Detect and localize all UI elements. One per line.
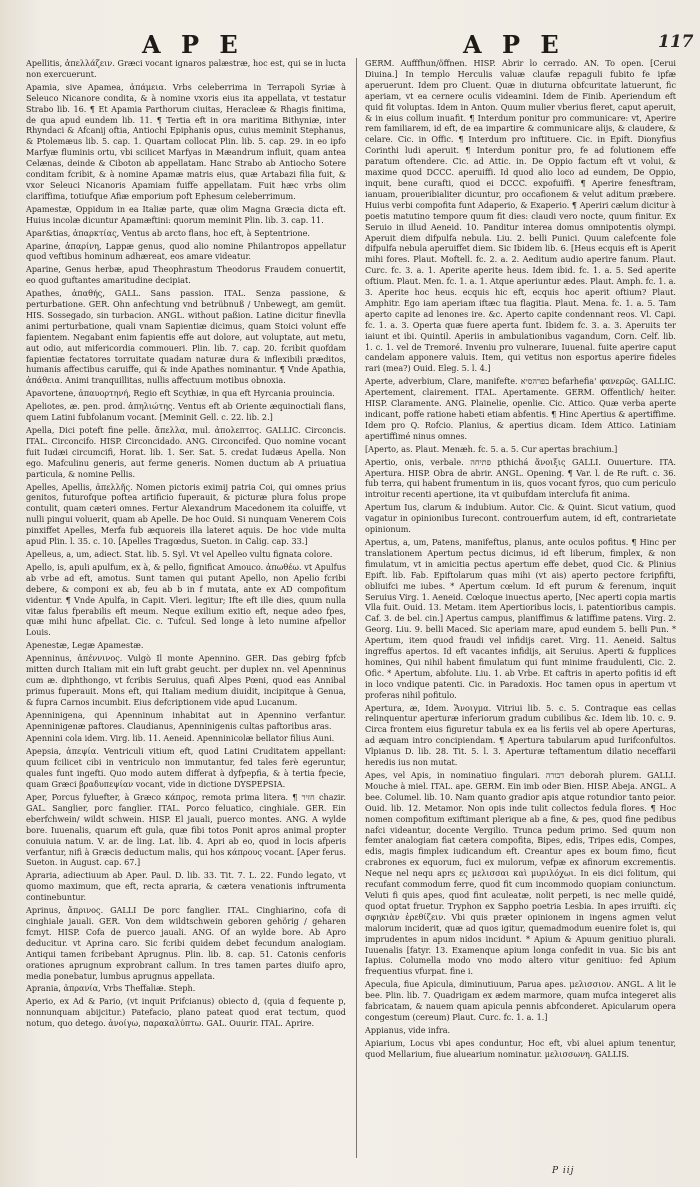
dictionary-entry: Apiarium, Locus vbi apes conduntur, Hoc eft, vbi aluei apium tenentur, quod Mellarium, fiue aluearium nominatur. μελισσωνη. GALLIS. bbox=[365, 1037, 676, 1059]
page-footer bbox=[0, 1166, 700, 1182]
running-head-left: A P E bbox=[142, 30, 244, 59]
dictionary-entry: Aprinus, ἄπρινος. GALLI De porc fanglier. ITAL. Cinghiarino, cofa di cinghiale jauali. GER. Von dem wildtschwein geboren gehörig / geharen fcmyt. HISP. Cofa de puerco jauali. ANG. Of an wylde bore. Ab Apro deducitur. vt Aprina caro. Sic fcribi quidem debet fecundum analogiam. Antiqui tamen fcribebant Aprugnus. Plin. lib. 8. cap. 51. Catonis cenforis orationes aprugnum exprobrant callum. In tres tamen partes diuifo apro, media ponebatur, lumbus aprugnus appellata. bbox=[26, 905, 346, 981]
dictionary-entry: GERM. Aufffhun/öffnen. HISP. Abrir lo cerrado. AN. To open. [Cerui Diuina.] In templo Herculis valuæ claufæ repaguli fubito fe ipfæ aperuerunt. Idem pro Cluent. Quæ in diuturna obfcuritate latuerunt, fic aperiam, vt ea cernere oculis videamini. Idem de Finib. Aperiendum eft quid fit voluptas. Idem in Anton. Quum mulier vberius fleret, caput aperuit, & in eius collum inuafit. ¶ Interdum ponitur pro communicare: vt, Aperire rem familiarem, id eft, de ea impartire & communicare alijs, & claudere, & celare. Cic. in Offic. ¶ Interdum pro inftituere. Cic. in Epift. Dionyfius Corinthi ludi aperuit. ¶ Interdum ponitur pro, fe ad folutionem effe paratum oftendere. Cic. ad Attic. in. De Oppio factum eft vt volui, & maxime quod DCCC. aperuiffi. Id quod alio loco ad eundem, De Oppio, inquit, bene curafti, quod ei DCCC. expofuiffi. ¶ Aperire fenesftram, ianuam, proueribialiter dicuntur, pro occafionem & velut aditum præbere. Huius verbi compofita funt Adaperio, & Exaperio. ¶ Aperiri cælum dicitur à poetis matutino tempore quum fit dies: claudi vero nocte, quum finitur. Ex Seruio in illud Aeneid. 10. Panditur interea domus omnipotentis olympi. Aperuit diem difpulfa nebula. Liu. 2. belli Punici. Quum calefcente fole difpulfa nebula aperuiffet diem. Sic Ibidem lib. 6. [Heus ecquis eft is Aperit mihi fores. Plaut. Moftell. fc. 2. a. 2. Aeditum audio aperire fanum. Plaut. Curc. fc. 3. a. 1. Aperite aperite heus. Idem ibid. fc. 1. a. 5. Sed aperite oftium. Plaut. Men. fc. 1. a. 1. Atque aperiuntur ædes. Plaut. Amph. fc. 1. a. 3. Aperite hoc heus. ecquis hic eft, ecquis hoc aperit oftium? Plaut. Amphitr. Ego iam aperiam iftæc tua flagitia. Plaut. Mena. fc. 1. a. 5. Tam aperto capite ad lenones ire. &c. Aperto capite condennant reos. Vl. Capi. fc. 1. a. 3. Operta quæ fuere aperta funt. Ibidem fc. 3. a. 3. Aperuits ter iaiunt et ibi. Quintil. Aperiis in ambulationibus vagandum, Corn. Celf. lib. 1. c. 1. vel de Tremoré. Inveniu pro vulnerare, Iuuenal. fuite aperire caput candelam apponere valuis. Item, qui vetitus non esportus aperire fideles rari (mea?) Ouid. Eleg. 5. l. 4.] bbox=[365, 58, 676, 374]
dictionary-entry: Apraria, adiectiuum ab Aper. Paul. D. lib. 33. Tit. 7. L. 22. Fundo legato, vt quomo maximum, que eft, recta apraria, & cætera venationis inftrumenta continebuntur. bbox=[26, 870, 346, 903]
dictionary-entry: Apenestæ, Legæ Apamestæ. bbox=[26, 640, 144, 651]
dictionary-entry: Apellitis, ἀπελλάζειν. Græci vocant ignaros palæstræ, hoc est, qui se in lucta non exercuerunt. bbox=[26, 58, 346, 79]
dictionary-entry: Apertus, a, um, Patens, manifeftus, planus, ante oculos pofitus. ¶ Hinc per translationem Apertum pectus dicimus, id eft liberum, fimplex, & non fimulatum, vt in amicitia pectus apertum effe debet, quod Cic. & Plinius Epift. lib. Fab. Epiftolarum quas mihi (vt ais) aperto pectore fcripfifti, obliuifci me iubes. * Apertum cœlum. Id eft purum & ferenum, inquit Seruius Virg. 1. Aeneid. Cœloque inuectus aperto, [Nec aperti copia martis Vlla fuit. Ouid. 13. Metam. item Apertioribus locis, i. patentioribus campis. Caf. 3. de bel. cin.] Apertus campus, planiffimus & latiffime patens. Virg. 2. Georg. Liu. 9. belli Maced. Sic aperiam mare, apud eundem 5. belli Pun. * Apertum, item quod fraudi vel infidijs caret. Virg. 11. Aeneid. Saltus ingreffus apertos. Id eft vacantes infidijs, ait Seruius. Aperti & fupplices homines, Qui nihil habent fimulatum qui funt minime fraudulenti, Cic. 2. Ofic. * Apertum, abfolute. Liu. 1. ab Vrbe. Et caftris in aperto pofitis id eft in loco vndique patenti. Cic. in Paradoxis. Hoc tamen opus in apertum vt proferas nihil pofitulo. bbox=[365, 536, 676, 700]
dictionary-entry: [Aperto, as. Plaut. Menæh. fc. 5. a. 5. Cur apertas brachium.] bbox=[365, 443, 618, 454]
right-column bbox=[356, 58, 676, 1158]
page-number: 117 bbox=[658, 32, 694, 52]
dictionary-entry: Aperte, adverbium, Clare, manifefte. בפרהסיא befarhefia' φανερῶς. GALLIC. Apertement, clairement. ITAL. Apertamente. GERM. Offentlich/ heiter. HISP. Claramente. ANG. Plainelie, openlie. Cic. Attico. Quæ verba aperte indicant, poffe ratione habeti etiam abfentis. ¶ Hinc Apertius & apertiffime. Idem pro Q. Rofcio. Planius, & apertius dicam. Idem Attico. Latiniam apertiffimé ninus omnes. bbox=[365, 376, 676, 441]
dictionary-entry: Apamestæ, Oppidum in ea Italiæ parte, quæ olim Magna Græcia dicta eft. Huius incolæ dicuntur Apamæftini: quorum meminit Plin. lib. 3. cap. 11. bbox=[26, 203, 346, 225]
text-columns bbox=[26, 58, 676, 1168]
dictionary-entry: Apecula, fiue Apicula, diminutiuum, Parua apes. μελισσιον. ANGL. A lit le bee. Plin. lib. 7. Quadrigam ex ædem marmore, quam mufca integeret alis fabricatam, & nauem quam apicula pennis abfconderet. Apicularum opera congestum (cereum) Plaut. Curc. fc. 1. a. 1.] bbox=[365, 979, 676, 1022]
dictionary-entry: Apertura, æ, Idem. Ἄνοιγμα. Vitriui lib. 5. c. 5. Contraque eas cellas relinquentur aperturæ inferiorum gradum cubilibus &c. Idem lib. 10. c. 9. Circa frontem eius figuretur tabula ex ea lis feriis vel ab opere Aperturas, ad æquam intro concipiendam. ¶ Apertura tabularum apud Iurifconfultos. Vlpianus D. lib. 28. Tit. 5. l. 3. Aperturæ teftamentum dilatio neceffarii heredis ius non mutat. bbox=[365, 702, 676, 768]
dictionary-entry: Aparine, Genus herbæ, apud Theophrastum Theodorus Fraudem conuertit, eo quod guftantes amaritudine decipiat. bbox=[26, 264, 346, 286]
dictionary-entry: Apelleus, a, um, adiect. Stat. lib. 5. Syl. Vt vel Apelleo vultu fignata colore. bbox=[26, 548, 333, 559]
dictionary-entry: Apavortene, ἀπαυορτηνή, Regio eft Scythiæ, in qua eft Hyrcania prouincia. bbox=[26, 388, 335, 399]
dictionary-entry: Aperio, ex Ad & Pario, (vt inquit Prifcianus) obiecto d, (quia d fequente p, nonnunquam abijcitur.) Patefacio, plano pateat quod erat tectum, quod notum, quo detego. ἀνοίγω, παρακαλύπτω. GAL. Ouurir. ITAL. Aprire. bbox=[26, 996, 346, 1029]
dictionary-entry: Apenninigena, qui Apenninum inhabitat aut in Apennino verfantur. Apenninigenæ paftores. Claudianus, Apenninigenis cultas paftoribus aras. bbox=[26, 709, 346, 731]
dictionary-entry: Aper, Porcus fyluefter, à Græco κάπρος, remota prima litera. ¶ חזיר chazir. GAL. Sanglier, porc fanglier. ITAL. Porco feluatico, cinghiale. GER. Ein eberfchwein/ wildt schwein. HISP. El jauali, puerco montes. ANG. A wylde bore. Iuuenalis, quarum eft gula, quæ fibi totos Ponit apros animal propter conuiuia natum. V. ar. de ling. Lat. lib. 4. Apri ab eo, quod in locis afperis verfantur, nifi à Græcis deductum malis, qui hos κάπρους vocant. [Aper ferus. Sueton. in August. cap. 67.] bbox=[26, 792, 346, 868]
left-column bbox=[26, 58, 346, 1158]
dictionary-entry: Apamia, sive Apamea, ἀπάμεια. Vrbs celeberrima in Terrapoli Syriæ à Seleuco Nicanore condita, & à nomine vxoris eius ita appellata, vt testatur Strabo lib. 16. ¶ Et Apamia Parthorum ciuitas, Heracleæ & Rhagis finitima, de qua apud eundem lib. 11. ¶ Tertia eft in ora maritima Bithyniæ, inter Rhyndaci & Afcanij oftia, Antiochi Epiphanis opus, cuius meminit Stephanus, & Ptolemæus lib. 5. cap. 1. Quartam collocat Plin. lib. 5. cap. 29. in eo ipfo Marfyæ fluminis ortu, vbi scilicet Marfyas in Mæandrum influit, quam antea Celænas, deinde & Ciboton ab appellatam. Hanc Strabo ab Antiocho Sotere conditam fcribit, & à nomine Apamæ matris eius, quæ Artabazi filia fuit, & vxor Seleuci Nicanoris Apamiam fuiffe appellatam. Fuit hæc vrbs olim clariffima, totiufque Afiæ emporium poft Ephesum celeberrimum. bbox=[26, 81, 346, 201]
dictionary-entry: Apar&tias, ἀπαρκτίας, Ventus ab arcto flans, hoc eft, à Septentrione. bbox=[26, 227, 310, 238]
dictionary-entry: Apenninus, ἀπέννινος. Vulgò Il monte Apennino. GER. Das gebirg fpfcb mitten durch Italiam mit ein luft grabt geucht. per duplex nn. vel Apenninus cum æ. diphthongo, vt fcribis Seruius, quafi Alpes Pœni, quod eas Annibal primus fuperauit. Mons eft, qui Italiam medium diuidit, incipitque à Genua, & fupra Carnos incumbit. Eius defcriptionem vide apud Lucanum. bbox=[26, 653, 346, 707]
dictionary-entry: Apennini cola idem. Virg. lib. 11. Aeneid. Apenninicolæ bellator filius Auni. bbox=[26, 733, 335, 744]
dictionary-entry: Apertum Ius, clarum & indubium. Autor. Cic. & Quint. Sicut vatium, quod vagatur in opinionibus Iurecont. controuerfum autem, id eft, contrarietate opinionum. bbox=[365, 502, 676, 535]
dictionary-entry: Apes, vel Apis, in nominatiuo fingulari. דבורה deborah plurem. GALLI. Mouche à miel. ITAL. ape. GERM. Ein imb oder Bien. HISP. Abeja. ANGL. A bee. Columel. lib. 10. Nam quanto gradior apis atque rotundior tanto peior. Ouid. lib. 12. Metamor. Non opis inde tulit collectos fedula flores. ¶ Hoc nomen compofitum exiftimant plerique ab a fine, & pes, quod fine pedibus nafci videantur, docente Vergilio. Trunca pedum primo. Sed quum non femter analogiam fiat cætera compofita, Bipes, edis, Tripes edis, Compes, edis, magis fimplex iudicandum eft. Creantur apes ex boum fimo, ficut crabrones ex equorum, fuci ex mulorum, vefpæ ex afinorum excrementis. Neque nel nequ aprs ες μελισσαι καὶ μυριλόχωι. In eis dici folitum, qui recufant commodum ferre, quod fit cum incommodo quopiam coniunctum. Veluti fi quis apes, quod fint aculeatæ, nolit perpeti, is nec melle quidé, quod optat fruetur. Tryphon ex Sappho poetria Lesbia. In apes irruifti. εἰς σφηκιὰν ἐρεθίζειν. Vbi quis præter opinionem in ingens agmen velut malorum inciderit, quæ ad quos igitur, quemadmodum euenire folet is, qui imprudentes in apum nidos incidunt. * Apium & Apuum genitiuo plurali. Iuuenalis [fatyr. 13. Examenque apium longa confedit in vua. Sic bis ant Iapius. Columella modo vno modo altero vitur genitiuo: fed Apium frequentius vfurpat. fine i. bbox=[365, 770, 676, 977]
dictionary-entry: Apertio, onis, verbale. פתיחה pthichá ἄνοιξις GALLI. Ouuerture. ITA. Apertura. HISP. Obra de abrir. ANGL. Opening. ¶ Var. l. de Re ruft. c. 36. fub terra, qui habent frumentum in iis, quos vocant fyros, quo cum periculo introitur recenti apertione, ita vt quibufdam interclufa fit anima. bbox=[365, 456, 676, 500]
dictionary-entry: Apathes, ἀπαθής, GALL. Sans passion. ITAL. Senza passione, & perturbatione. GER. Ohn anfechtung vnd betrübnuß / Unbewegt, am gemüt. HIS. Sossegado, sin turbacion. ANGL. without paßion. Latine dicitur finevlla animi perturbatione, quali vnam Sapientiæ dicimus, quam Stoici volunt effe fapientem. Negabant enim fapientis effe aut dolore, aut voluptate, aut metu, aut odio, aut mifericordia commoueri. Plin. lib. 7. cap. 20. fcribit quofdam fapientiæ fectatores torruitate quadam naturæ dura & inflexibili præditos, humanis affectibus caruiffe, qui & inde Apathes nominantur. ¶ Vnde Apathia, ἀπάθεια. Animi tranquillitas, nullis affectuum motibus obnoxia. bbox=[26, 288, 346, 386]
dictionary-entry: Appianus, vide infra. bbox=[365, 1024, 451, 1035]
signature-mark: P iij bbox=[552, 1166, 575, 1176]
dictionary-entry: Apeliotes, æ. pen. prod. ἀπηλιώτης. Ventus eft ab Oriente æquinoctiali flans, quem Latini fubfolanum vocant. [Meminit Gell. c. 22. lib. 2.] bbox=[26, 401, 346, 423]
dictionary-entry: Aparine, ἀπαρίνη, Lappæ genus, quod alio nomine Philantropos appellatur quod veftibus hominum adhæreat, eos amare videatur. bbox=[26, 240, 346, 262]
running-head-right: A P E bbox=[463, 30, 565, 59]
dictionary-entry: Apella, Dici poteft fine pelle. ἄπελλα, mul. ἀπολεπτος. GALLIC. Circoncis. ITAL. Circoncifo. HISP. Circoncidado. ANG. Circoncifed. Quo nomine vocant fuit Iudæi circumcifi, Horat. lib. 1. Ser. Sat. 5. credat Iudæus Apella. Non ego. Mafculinu generis, aut ferme generis. Nomen ductum ab A priuatiua particula, & nomine Pellis. bbox=[26, 425, 346, 479]
dictionary-entry: Apelles, Apellis, ἀπελλῆς. Nomen pictoris eximij patria Coi, qui omnes prius genitos, futurofque poftea artificio fuperauit, & picturæ plura folus prope contulit, quam cæteri omnes. Fertur Alexandrum Macedonem ita coluiffe, vt nulli pingui voluerit, quam ab Apelle. De hoc Ouid. Si nunquam Venerem Cois pinxiffet Apelles, Merfa fub æquoreis illa lateret aquis. De hoc vide multa apud Plin. l. 35. c. 10. [Apelles Tragœdus, Sueton. in Calig. cap. 33.] bbox=[26, 481, 346, 547]
dictionary-entry: Apepsia, ἀπεψία. Ventriculi vitium eft, quod Latini Cruditatem appellant: quum fcilicet cibi in ventriculo non immutantur, fed tales ferè egeruntur, quales funt ingefti. Quo modo autem differat à dyfpepfia, & à tertia fpecie, quam Græci βραδυπεψίαν vocant, vide in dictione DYSPEPSIA. bbox=[26, 746, 346, 790]
dictionary-entry: Aprania, ἀπρανία, Vrbs Theffaliæ. Steph. bbox=[26, 983, 196, 994]
dictionary-entry: Apello, is, apuli apulfum, ex à, & pello, fignificat Amouco. ἀπωθέω. vt Apulfus ab vrbe ad eft, amotus. Sunt tamen qui putant Apello, non Apelio fcribi debere, & componi ex ab, feu ab b in f mutata, ante ex AD compofitum videntur. ¶ Vnde Apulfa, in Capit. Vleri. legitur; Ifte eft ille dies, quum nulla vitæ falus fperabilis eft meum. Neque exilium exitio eft, neque adeo fpes, quæ mihi hunc afpellat. Cic. c. Tufcul. Sed longe à leto numine afpellor Louis. bbox=[26, 561, 346, 638]
